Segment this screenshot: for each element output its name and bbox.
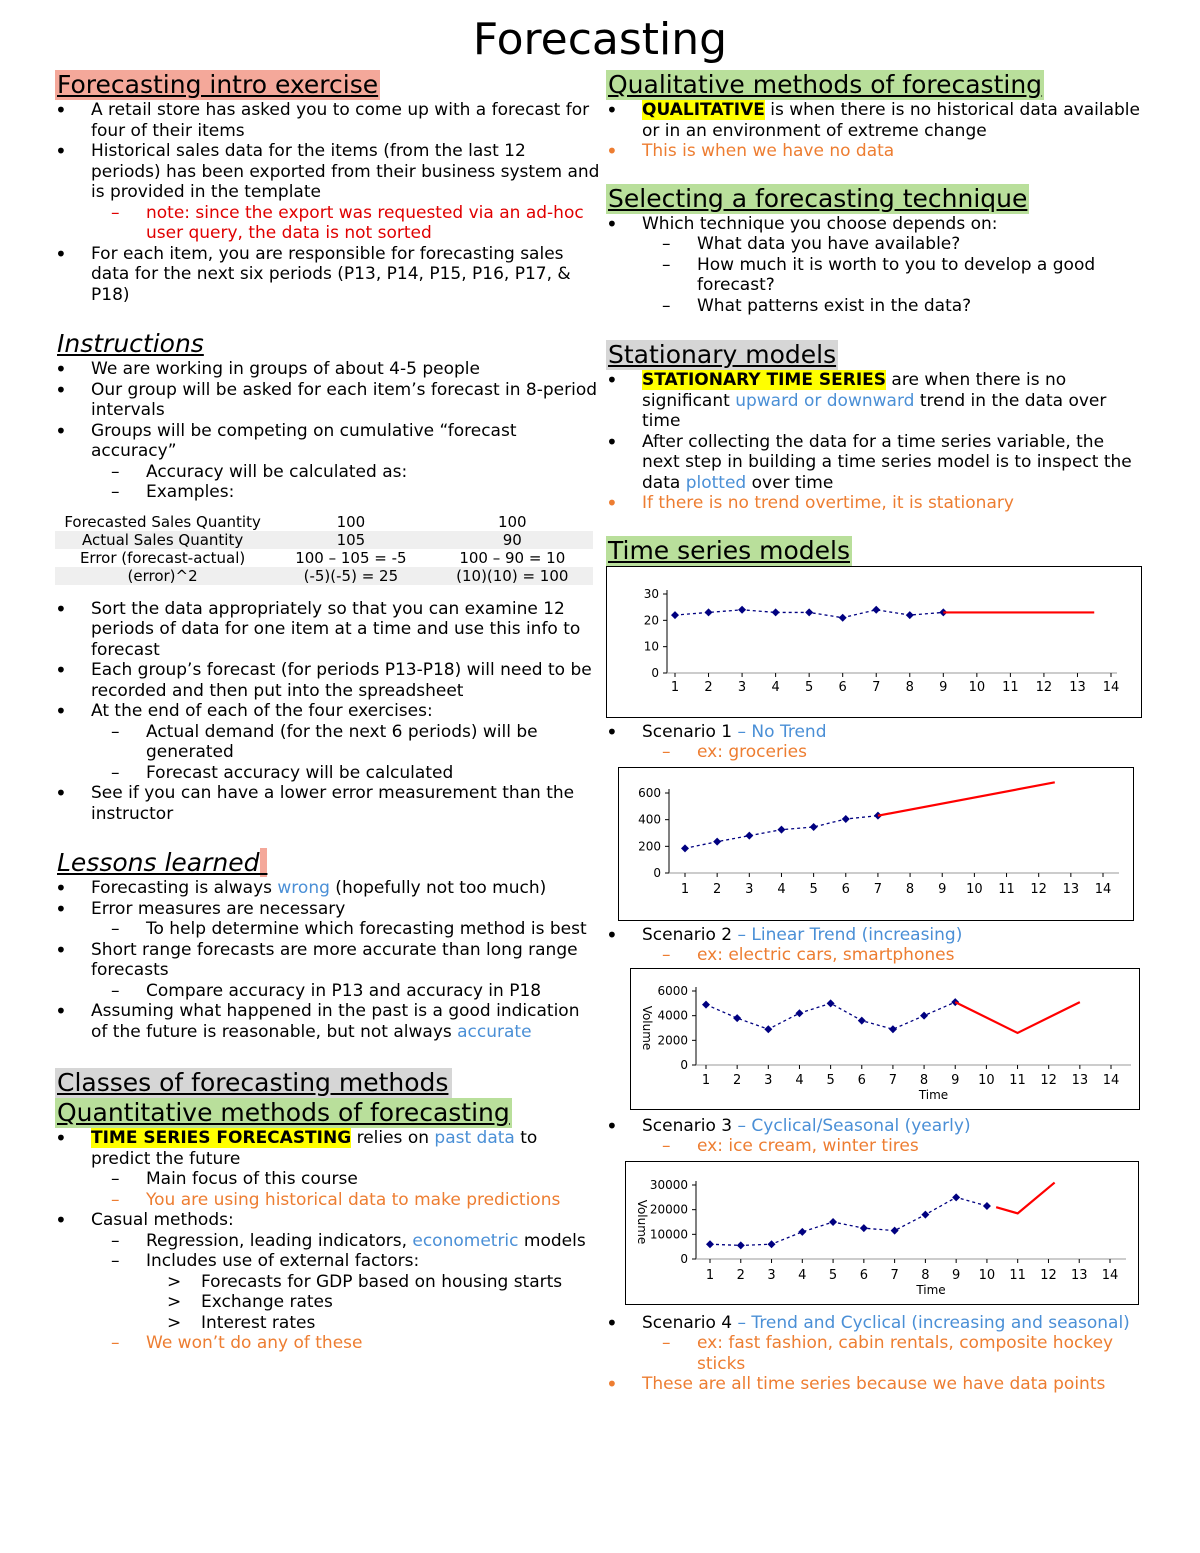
data-point <box>772 608 780 616</box>
list-item: • Forecasting is always wrong (hopefully not too much) <box>55 878 600 899</box>
y-tick-label: 10 <box>643 639 659 654</box>
forecast-series-line <box>955 1002 1080 1033</box>
intro-list <box>55 100 600 305</box>
data-point <box>891 1226 899 1234</box>
x-tick-label: 14 <box>1094 881 1112 897</box>
x-tick-label: 5 <box>828 1267 838 1283</box>
y-tick-label: 20000 <box>649 1202 688 1217</box>
data-point <box>745 831 753 839</box>
x-axis-title: Time <box>918 1087 949 1102</box>
list-subitem: – Main focus of this course <box>55 1169 600 1190</box>
x-tick-label: 5 <box>826 1072 835 1088</box>
y-tick-label: 2000 <box>657 1032 688 1047</box>
table-row: Forecasted Sales Quantity 100 100 <box>64 512 527 531</box>
x-tick-label: 8 <box>905 881 915 897</box>
qualitative-list <box>606 100 1146 162</box>
x-tick-label: 6 <box>841 881 850 897</box>
historical-series-line <box>710 1197 987 1245</box>
list-subitem: – ex: ice cream, winter tires <box>606 1136 1146 1157</box>
data-point <box>681 844 689 852</box>
instructions-list-2 <box>55 599 600 825</box>
list-item: • Each group’s forecast (for periods P13-P18) will need to be recorded and then put into the spreadsheet <box>55 660 600 701</box>
x-tick-label: 12 <box>1040 1072 1057 1088</box>
x-tick-label: 11 <box>1009 1072 1026 1088</box>
x-tick-label: 12 <box>1030 881 1047 897</box>
list-subitem: – Includes use of external factors: <box>55 1251 600 1272</box>
x-tick-label: 1 <box>670 679 680 695</box>
list-item: • We are working in groups of about 4-5 people <box>55 359 600 380</box>
list-item: • For each item, you are responsible for forecasting sales data for the next six periods (P13, P14, P15, P16, P17, & P18) <box>55 244 600 306</box>
left-column <box>55 70 600 1354</box>
y-tick-label: 4000 <box>657 1008 688 1023</box>
x-tick-label: 2 <box>713 881 722 897</box>
list-item: • QUALITATIVE is when there is no historical data available or in an environment of extreme change <box>606 100 1146 141</box>
x-tick-label: 7 <box>873 881 883 897</box>
y-tick-label: 600 <box>638 785 661 800</box>
x-tick-label: 9 <box>952 1267 961 1283</box>
data-point <box>920 1011 928 1019</box>
list-item: • Scenario 2 – Linear Trend (increasing) <box>606 925 1146 946</box>
x-tick-label: 10 <box>968 679 986 695</box>
data-point <box>889 1025 897 1033</box>
table-row: Actual Sales Quantity 105 90 <box>55 531 593 549</box>
list-item: • Historical sales data for the items (from the last 12 periods) has been exported from their business system and is provided in the template <box>55 141 600 203</box>
data-point <box>872 605 880 613</box>
right-column <box>606 70 1146 1395</box>
x-tick-label: 11 <box>998 881 1015 897</box>
table-row: Error (forecast-actual) 100 – 105 = -5 100 – 90 = 10 <box>79 548 566 567</box>
list-item: • Casual methods: <box>55 1210 600 1231</box>
x-tick-label: 1 <box>705 1267 715 1283</box>
data-point <box>795 1009 803 1017</box>
data-point <box>733 1014 741 1022</box>
data-point <box>738 605 746 613</box>
list-item: • Our group will be asked for each item’s forecast in 8-period intervals <box>55 380 600 421</box>
list-item: • Scenario 3 – Cyclical/Seasonal (yearly) <box>606 1116 1146 1137</box>
scenario-4-list <box>606 1313 1146 1395</box>
x-tick-label: 1 <box>680 881 690 897</box>
list-subitem: – ex: fast fashion, cabin rentals, composite hockey sticks <box>606 1333 1146 1374</box>
page-title: Forecasting <box>472 14 728 65</box>
data-point <box>706 1240 714 1248</box>
intro-heading: Forecasting intro exercise <box>57 70 379 99</box>
list-subsubitem: > Interest rates <box>55 1313 600 1334</box>
x-tick-label: 11 <box>1002 679 1019 695</box>
data-point <box>860 1224 868 1232</box>
x-tick-label: 3 <box>764 1072 773 1088</box>
x-tick-label: 9 <box>951 1072 960 1088</box>
x-tick-label: 4 <box>771 679 780 695</box>
list-item: • A retail store has asked you to come up with a forecast for four of their items <box>55 100 600 141</box>
list-item: • These are all time series because we have data points <box>606 1374 1146 1395</box>
table-row: (error)^2 (-5)(-5) = 25 (10)(10) = 100 <box>55 567 593 585</box>
lessons-list <box>55 878 600 1042</box>
list-item: • After collecting the data for a time series variable, the next step in building a time series model is to inspect the data plotted over time <box>606 432 1146 494</box>
x-tick-label: 5 <box>809 881 818 897</box>
list-subsubitem: > Forecasts for GDP based on housing starts <box>55 1272 600 1293</box>
instructions-heading: Instructions <box>57 329 204 358</box>
list-subsubitem: > Exchange rates <box>55 1292 600 1313</box>
y-tick-label: 6000 <box>657 983 688 998</box>
list-subitem: – Examples: <box>55 482 600 503</box>
stationary-list <box>606 370 1146 514</box>
list-subitem: – We won’t do any of these <box>55 1333 600 1354</box>
selecting-list <box>606 214 1146 317</box>
instructions-list <box>55 359 600 503</box>
x-tick-label: 13 <box>1069 679 1086 695</box>
x-tick-label: 6 <box>838 679 847 695</box>
quantitative-list <box>55 1128 600 1354</box>
data-point <box>951 998 959 1006</box>
forecast-series-line <box>878 782 1055 815</box>
list-item: • At the end of each of the four exercises: <box>55 701 600 722</box>
list-item: • Assuming what happened in the past is a good indication of the future is reasonable, but not always accurate <box>55 1001 600 1042</box>
list-subitem: – Forecast accuracy will be calculated <box>55 763 600 784</box>
list-item: • If there is no trend overtime, it is stationary <box>606 493 1146 514</box>
list-subitem: – What data you have available? <box>606 234 1146 255</box>
data-point <box>702 1000 710 1008</box>
y-tick-label: 30 <box>643 586 659 601</box>
list-subitem: – To help determine which forecasting method is best <box>55 919 600 940</box>
list-item: • Which technique you choose depends on: <box>606 214 1146 235</box>
list-subitem: – Accuracy will be calculated as: <box>55 462 600 483</box>
data-point <box>798 1227 806 1235</box>
x-tick-label: 4 <box>777 881 786 897</box>
data-point <box>805 608 813 616</box>
y-tick-label: 0 <box>651 665 659 680</box>
x-tick-label: 7 <box>872 679 881 695</box>
list-subitem: – note: since the export was requested via an ad-hoc user query, the data is not sorted <box>55 203 600 244</box>
x-tick-label: 10 <box>966 881 983 897</box>
list-item: • STATIONARY TIME SERIES are when there is no significant upward or downward trend in the data over time <box>606 370 1146 432</box>
list-subitem: – What patterns exist in the data? <box>606 296 1146 317</box>
chart-scenario-2 <box>618 767 1134 921</box>
y-axis-title: Volume <box>635 1199 649 1244</box>
x-tick-label: 6 <box>859 1267 868 1283</box>
y-tick-label: 200 <box>638 838 661 853</box>
x-tick-label: 12 <box>1035 679 1053 695</box>
x-tick-label: 9 <box>939 679 948 695</box>
data-point <box>858 1016 866 1024</box>
data-point <box>777 825 785 833</box>
data-point <box>829 1218 837 1226</box>
x-tick-label: 3 <box>737 679 747 695</box>
data-point <box>768 1240 776 1248</box>
chart-scenario-4-svg <box>626 1162 1138 1304</box>
forecast-series-line <box>996 1182 1054 1213</box>
x-tick-label: 14 <box>1102 679 1120 695</box>
data-point <box>952 1193 960 1201</box>
error-example-table <box>55 513 593 585</box>
data-point <box>839 613 847 621</box>
y-tick-label: 30000 <box>649 1177 688 1192</box>
x-tick-label: 3 <box>767 1267 776 1283</box>
x-tick-label: 7 <box>888 1072 898 1088</box>
chart-scenario-1 <box>606 566 1142 718</box>
list-subitem: – Actual demand (for the next 6 periods) will be generated <box>55 722 600 763</box>
x-tick-label: 10 <box>978 1072 995 1088</box>
classes-heading: Classes of forecasting methods <box>55 1068 452 1098</box>
x-tick-label: 4 <box>795 1072 804 1088</box>
stationary-heading: Stationary models <box>608 340 837 369</box>
x-tick-label: 2 <box>704 679 713 695</box>
list-item: • Short range forecasts are more accurate than long range forecasts <box>55 940 600 981</box>
y-tick-label: 10000 <box>649 1226 688 1241</box>
y-tick-label: 0 <box>680 1251 688 1266</box>
scenario-2-list <box>606 925 1146 966</box>
selecting-heading: Selecting a forecasting technique <box>608 183 1028 213</box>
chart-scenario-3 <box>630 968 1140 1110</box>
list-subitem: – You are using historical data to make predictions <box>55 1190 600 1211</box>
y-tick-label: 20 <box>643 612 659 627</box>
list-item: • Sort the data appropriately so that you can examine 12 periods of data for one item at a time and use this info to forecast <box>55 599 600 661</box>
x-tick-label: 9 <box>938 881 947 897</box>
quantitative-heading: Quantitative methods of forecasting <box>57 1098 510 1127</box>
data-point <box>921 1210 929 1218</box>
list-item: • Scenario 1 – No Trend <box>606 722 1146 743</box>
chart-scenario-3-svg <box>631 969 1139 1109</box>
qualitative-heading: Qualitative methods of forecasting <box>608 70 1043 99</box>
list-subitem: – Compare accuracy in P13 and accuracy in P18 <box>55 981 600 1002</box>
list-item: • See if you can have a lower error measurement than the instructor <box>55 783 600 824</box>
x-tick-label: 8 <box>905 679 914 695</box>
data-point <box>983 1201 991 1209</box>
data-point <box>842 815 850 823</box>
scenario-1-list <box>606 722 1146 763</box>
y-axis-title: Volume <box>640 1005 654 1050</box>
data-point <box>737 1241 745 1249</box>
x-tick-label: 14 <box>1102 1072 1120 1088</box>
data-point <box>810 823 818 831</box>
data-point <box>764 1025 772 1033</box>
x-tick-label: 7 <box>890 1267 899 1283</box>
x-tick-label: 13 <box>1070 1267 1088 1283</box>
list-item: • This is when we have no data <box>606 141 1146 162</box>
x-tick-label: 6 <box>857 1072 866 1088</box>
y-tick-label: 400 <box>638 812 661 827</box>
x-tick-label: 14 <box>1101 1267 1119 1283</box>
list-item: • Scenario 4 – Trend and Cyclical (increasing and seasonal) <box>606 1313 1146 1334</box>
x-tick-label: 11 <box>1009 1267 1026 1283</box>
chart-scenario-2-svg <box>619 768 1133 920</box>
x-tick-label: 5 <box>805 679 814 695</box>
x-tick-label: 8 <box>921 1267 930 1283</box>
scenario-3-list <box>606 1116 1146 1157</box>
x-tick-label: 2 <box>736 1267 745 1283</box>
chart-scenario-1-svg <box>607 567 1141 717</box>
data-point <box>705 608 713 616</box>
list-item: • Groups will be competing on cumulative “forecast accuracy” <box>55 421 600 462</box>
data-point <box>671 611 679 619</box>
x-tick-label: 1 <box>701 1072 711 1088</box>
x-tick-label: 3 <box>745 881 754 897</box>
x-tick-label: 13 <box>1062 881 1080 897</box>
list-subitem: – ex: groceries <box>606 742 1146 763</box>
data-point <box>906 611 914 619</box>
list-subitem: – Regression, leading indicators, econometric models <box>55 1231 600 1252</box>
chart-scenario-4 <box>625 1161 1139 1305</box>
x-tick-label: 12 <box>1040 1267 1057 1283</box>
data-point <box>827 999 835 1007</box>
x-tick-label: 8 <box>919 1072 929 1088</box>
list-item: • TIME SERIES FORECASTING relies on past data to predict the future <box>55 1128 600 1169</box>
x-tick-label: 2 <box>733 1072 742 1088</box>
list-subitem: – ex: electric cars, smartphones <box>606 945 1146 966</box>
list-item: • Error measures are necessary <box>55 899 600 920</box>
lessons-heading: Lessons learned <box>55 848 269 878</box>
x-axis-title: Time <box>916 1282 946 1297</box>
x-tick-label: 13 <box>1071 1072 1089 1088</box>
list-subitem: – How much it is worth to you to develop a good forecast? <box>606 255 1146 296</box>
y-tick-label: 0 <box>653 865 661 880</box>
time-series-heading: Time series models <box>608 535 850 565</box>
y-tick-label: 0 <box>680 1057 688 1072</box>
data-point <box>713 837 721 845</box>
x-tick-label: 4 <box>798 1267 807 1283</box>
x-tick-label: 10 <box>978 1267 996 1283</box>
